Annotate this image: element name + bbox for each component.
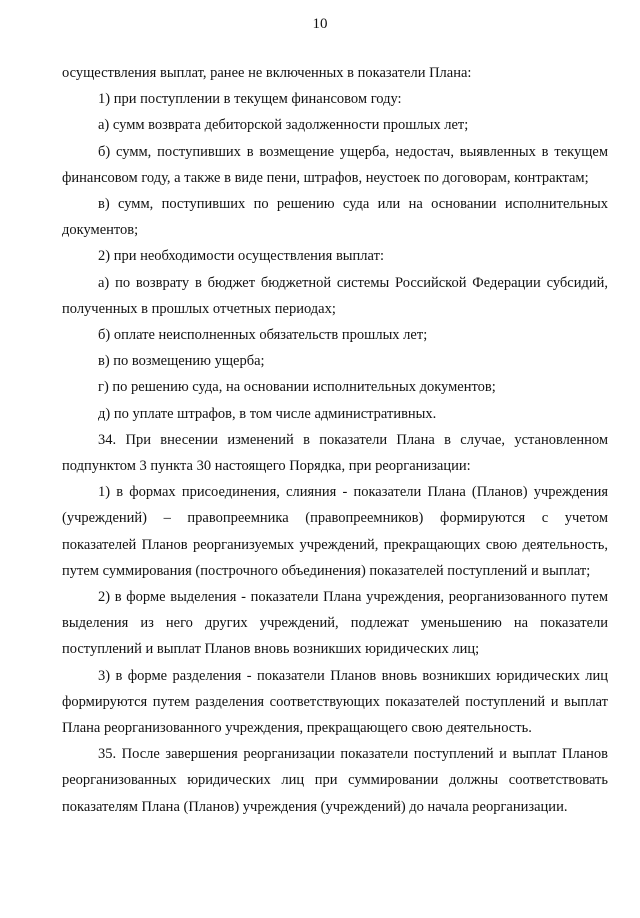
document-body bbox=[62, 60, 608, 820]
paragraph-34-item-1-merger: 1) в формах присоединения, слияния - показатели Плана (Планов) учреждения (учреждений) – правопреемника (правопреемников) формируются с учетом показателей Планов реорганизуемых учреждений, прекращающих свою деятельность, путем суммирования (построчного объединения) показателей поступлений и выплат; bbox=[62, 484, 608, 579]
paragraph-34-item-2-spin-off: 2) в форме выделения - показатели Плана учреждения, реорганизованного путем выделения из него других учреждений, подлежат уменьшению на показатели поступлений и выплат Планов вновь возникших юридических лиц; bbox=[62, 589, 608, 658]
paragraph-subitem-d-fines: д) по уплате штрафов, в том числе административных. bbox=[98, 405, 437, 422]
paragraph-subitem-g-court-decision: г) по решению суда, на основании исполнительных документов; bbox=[98, 379, 496, 396]
paragraph-section-35: 35. После завершения реорганизации показатели поступлений и выплат Планов реорганизованных юридических лиц при суммировании должны соответствовать показателям Плана (Планов) учреждения (учреждений) до начала реорганизации. bbox=[62, 746, 608, 815]
paragraph-subitem-b-obligations: б) оплате неисполненных обязательств прошлых лет; bbox=[98, 327, 428, 344]
paragraph-section-34: 34. При внесении изменений в показатели Плана в случае, установленном подпунктом 3 пункта 30 настоящего Порядка, при реорганизации: bbox=[62, 431, 608, 475]
paragraph-subitem-b-damages: б) сумм, поступивших в возмещение ущерба, недостач, выявленных в текущем финансовом году, а также в виде пени, штрафов, неустоек по договорам, контрактам; bbox=[62, 143, 608, 186]
paragraph-subitem-a-subsidy-return: а) по возврату в бюджет бюджетной системы Российской Федерации субсидий, полученных в прошлых отчетных периодах; bbox=[62, 274, 608, 317]
paragraph-continuation: осуществления выплат, ранее не включенных в показатели Плана: bbox=[62, 65, 472, 81]
paragraph-subitem-v-court: в) сумм, поступивших по решению суда или на основании исполнительных документов; bbox=[62, 196, 608, 239]
paragraph-34-item-3-division: 3) в форме разделения - показатели Планов вновь возникших юридических лиц формируются путем разделения соответствующих показателей поступлений и выплат Плана реорганизованного учреждения, прекращающего свою деятельность. bbox=[62, 667, 608, 737]
page-number: 10 bbox=[312, 16, 328, 32]
paragraph-item-2-payments: 2) при необходимости осуществления выплат: bbox=[98, 248, 384, 265]
paragraph-subitem-a-receivables: а) сумм возврата дебиторской задолженности прошлых лет; bbox=[98, 117, 469, 134]
paragraph-subitem-v-damage-compensation: в) по возмещению ущерба; bbox=[98, 353, 265, 370]
paragraph-item-1-receipts: 1) при поступлении в текущем финансовом году: bbox=[98, 91, 402, 108]
